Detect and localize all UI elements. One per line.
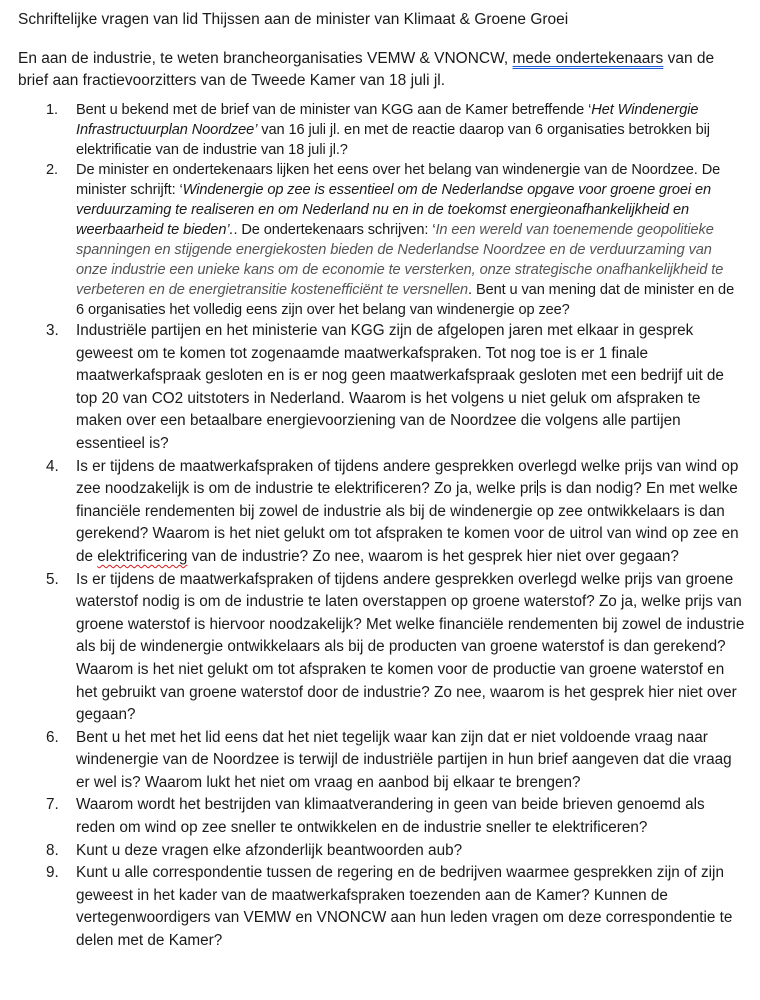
- question-item-8: [18, 840, 746, 863]
- signatories-quote: In een wereld van toenemende geopolitieke spanningen en stijgende energiekosten bieden de Nederlandse Noordzee en de verduurzaming van onze industrie een unieke kans om de economie te versterken, onze strategische onafhankelijkheid te verbeteren en de energietransitie kostenefficiënt te versnellen: [76, 222, 724, 298]
- question-item-9: [18, 862, 746, 952]
- question-item-1: [18, 100, 746, 160]
- question-text: Kunt u alle correspondentie tussen de regering en de bedrijven waarmee gesprekken zijn of zijn geweest in het kader van de maatwerkafspraken toezenden aan de Kamer? Kunnen de vertegenwoordigers van VEMW en VNONCW aan hun leden vragen om deze correspondentie te delen met de Kamer?: [76, 864, 733, 950]
- question-text: . De ondertekenaars schrijven: ‘: [233, 222, 436, 238]
- question-item-4: [18, 456, 746, 569]
- quoted-document-title: Het Windenergie Infrastructuurplan Noordzee’: [76, 102, 699, 138]
- question-number: 2.: [46, 162, 58, 178]
- question-text: van de industrie? Zo nee, waarom is het gesprek hier niet over gegaan?: [187, 547, 679, 565]
- questions-list: [18, 100, 746, 953]
- minister-quote: Windenergie op zee is essentieel om de Nederlandse opgave voor groene groei en verduurzaming te realiseren en om Nederland nu en in de toekomst energieonafhankelijkheid en weerbaarheid te bieden’.: [76, 182, 711, 238]
- question-item-7: [18, 794, 746, 839]
- grammar-flagged-phrase[interactable]: mede ondertekenaars: [512, 50, 664, 67]
- question-item-6: [18, 727, 746, 795]
- question-number: 4.: [46, 457, 59, 475]
- question-text: s is dan nodig? En met welke financiële rendementen bij zowel de industrie als bij de windenergie op zee ontwikkelaars is dan gerekend? Waarom is het niet gelukt om tot afspraken te komen voor de uitrol van wind op zee en de: [76, 480, 739, 565]
- question-text: Kunt u deze vragen elke afzonderlijk beantwoorden aub?: [76, 841, 463, 859]
- question-text: van 16 juli jl. en met de reactie daarop van 6 organisaties betrokken bij elektrificatie van de industrie van 18 juli jl.?: [76, 122, 710, 158]
- question-text: Industriële partijen en het ministerie van KGG zijn de afgelopen jaren met elkaar in gesprek geweest om te komen tot zogenaamde maatwerkafspraken. Tot nog toe is er 1 finale maatwerkafspraak gesloten en is er nog geen maatwerkafspraak gesloten met een bedrijf uit de top 20 van CO2 uitstoters in Nederland. Waarom is het volgens u niet geluk om afspraken te maken over een betaalbare energievoorziening van de Noordzee die volgens alle partijen essentieel is?: [76, 322, 724, 452]
- intro-text-part1: En aan de industrie, te weten brancheorganisaties VEMW & VNONCW,: [18, 50, 513, 67]
- question-text: De minister en ondertekenaars lijken het eens over het belang van windenergie van de Noordzee. De minister schrijft: ‘: [76, 162, 721, 198]
- question-text: Waarom wordt het bestrijden van klimaatverandering in geen van beide brieven genoemd als reden om wind op zee sneller te ontwikkelen en de industrie sneller te elektrificeren?: [76, 796, 705, 837]
- question-number: 7.: [46, 796, 59, 814]
- intro-text-part2: van de brief aan fractievoorzitters van de Tweede Kamer van 18 juli jl.: [18, 50, 715, 89]
- question-text: Bent u het met het lid eens dat het niet tegelijk waar kan zijn dat er niet voldoende vraag naar windenergie van de Noordzee is terwijl de industriële partijen in hun brief aangeven dat die vraag er wel is? Waarom lukt het niet om vraag en aanbod bij elkaar te brengen?: [76, 728, 732, 791]
- question-number: 8.: [46, 841, 59, 859]
- question-number: 5.: [46, 570, 59, 588]
- spelling-flagged-word[interactable]: elektrificering: [97, 547, 188, 565]
- question-number: 1.: [46, 102, 58, 118]
- question-text: Bent u bekend met de brief van de minister van KGG aan de Kamer betreffende ‘: [76, 102, 592, 118]
- intro-paragraph: [18, 48, 746, 92]
- question-number: 3.: [46, 322, 59, 339]
- question-number: 6.: [46, 728, 59, 746]
- question-text: . Bent u van mening dat de minister en de 6 organisaties het volledig eens zijn over het belang van windenergie op zee?: [76, 282, 735, 318]
- document-title: Schriftelijke vragen van lid Thijssen aan de minister van Klimaat & Groene Groei: [18, 11, 569, 28]
- question-item-2: [18, 160, 746, 320]
- question-item-5: [18, 569, 746, 727]
- question-text: Is er tijdens de maatwerkafspraken of tijdens andere gesprekken overlegd welke prijs van wind op zee noodzakelijk is om de industrie te elektrificeren? Zo ja, welke pri: [76, 457, 739, 498]
- question-text: Is er tijdens de maatwerkafspraken of tijdens andere gesprekken overlegd welke prijs van groene waterstof nodig is om de industrie te laten overstappen op groene waterstof? Zo ja, welke prijs van groene waterstof is hiervoor noodzakelijk? Met welke financiële rendementen bij zowel de industrie als bij de windenergie ontwikkelaars als bij de producten van groene waterstof is dan gerekend? Waarom is het niet gelukt om tot afspraken te komen voor de productie van groene waterstof en het gebruikt van groene waterstof door de industrie? Zo nee, waarom is het gesprek hier niet over gegaan?: [76, 570, 745, 724]
- question-number: 9.: [46, 864, 59, 882]
- question-item-3: [18, 320, 746, 456]
